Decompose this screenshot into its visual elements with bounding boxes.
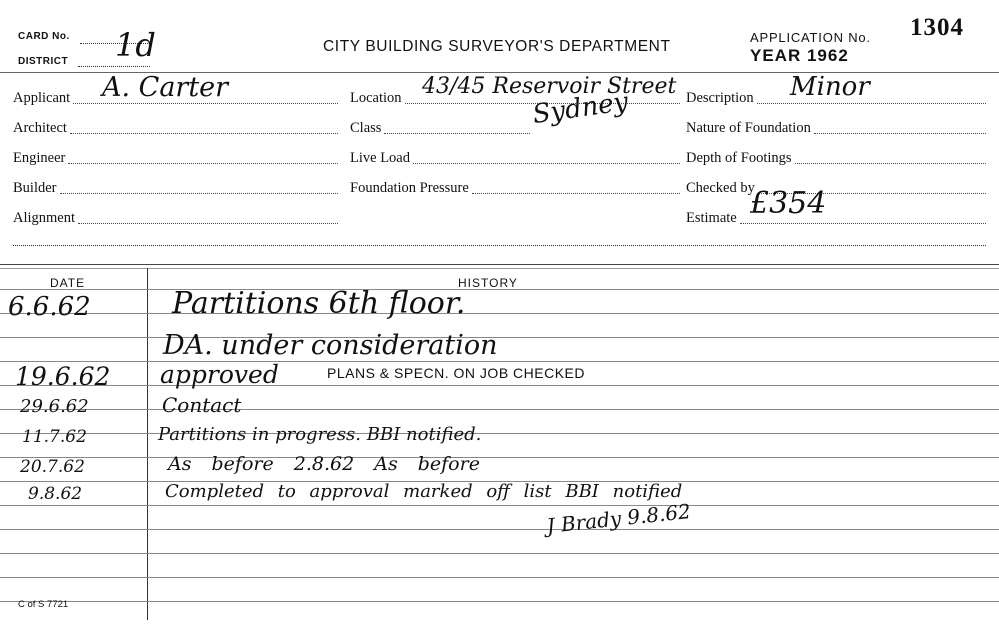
- form-bottom-dotted-line: [13, 245, 986, 246]
- engineer-field: [13, 149, 338, 167]
- history-rule: [0, 409, 999, 410]
- history-rule: [0, 601, 999, 602]
- location-label: Location: [350, 90, 402, 106]
- history-top-border: [0, 264, 999, 265]
- builder-label: Builder: [13, 180, 57, 196]
- history-entry: Completed to approval marked off list BBI notified: [165, 481, 683, 502]
- depth-of-footings-field: [686, 149, 986, 167]
- class-label: Class: [350, 120, 382, 136]
- history-rule: [0, 361, 999, 362]
- date-history-divider: [147, 268, 148, 620]
- estimate-value: £354: [750, 186, 827, 221]
- description-value: Minor: [790, 72, 870, 102]
- plans-checked-stamp: PLANS & SPECN. ON JOB CHECKED: [327, 365, 586, 381]
- architect-label: Architect: [13, 120, 67, 136]
- live-load-label: Live Load: [350, 150, 410, 166]
- history-column-header: HISTORY: [458, 276, 518, 290]
- history-entry: Partitions 6th floor.: [172, 286, 466, 321]
- description-label: Description: [686, 90, 754, 106]
- history-rule: [0, 553, 999, 554]
- history-rule: [0, 577, 999, 578]
- estimate-label: Estimate: [686, 210, 737, 226]
- history-date: 19.6.62: [15, 362, 111, 391]
- checked-by-label: Checked by: [686, 180, 755, 196]
- department-title: CITY BUILDING SURVEYOR'S DEPARTMENT: [323, 38, 671, 55]
- depth-of-footings-label: Depth of Footings: [686, 150, 792, 166]
- history-date: 29.6.62: [20, 396, 89, 417]
- signature: J Brady 9.8.62: [545, 499, 692, 538]
- nature-of-foundation-label: Nature of Foundation: [686, 120, 811, 136]
- history-entry: Contact: [162, 393, 242, 417]
- history-rule: [0, 289, 999, 290]
- history-entry: As before 2.8.62 As before: [168, 453, 480, 475]
- application-number: 1304: [910, 14, 964, 41]
- estimate-field: [686, 209, 986, 227]
- history-entry: approved: [160, 360, 279, 389]
- history-rule: [0, 457, 999, 458]
- history-entry: DA. under consideration: [163, 330, 498, 361]
- history-rule: [0, 337, 999, 338]
- alignment-field: [13, 209, 338, 227]
- alignment-label: Alignment: [13, 210, 76, 226]
- live-load-field: [350, 149, 680, 167]
- class-field: [350, 119, 530, 137]
- architect-field: [13, 119, 338, 137]
- district-label: DISTRICT: [18, 56, 69, 67]
- checked-by-field: [686, 179, 986, 197]
- form-code: C of S 7721: [18, 599, 69, 610]
- history-rule: [0, 313, 999, 314]
- history-date: 20.7.62: [20, 457, 85, 477]
- card-no-label: CARD No.: [18, 31, 70, 42]
- history-date: 6.6.62: [8, 292, 91, 322]
- year-label: YEAR 1962: [750, 46, 849, 65]
- engineer-label: Engineer: [13, 150, 66, 166]
- district-value: 1d: [115, 26, 156, 64]
- history-rule: [0, 529, 999, 530]
- history-rule: [0, 505, 999, 506]
- applicant-label: Applicant: [13, 90, 71, 106]
- history-rule: [0, 433, 999, 434]
- district-dotted-line: [78, 66, 150, 67]
- history-entry: Partitions in progress. BBI notified.: [158, 424, 482, 445]
- builder-field: [13, 179, 338, 197]
- history-top-border-inner: [0, 268, 999, 269]
- history-rule: [0, 385, 999, 386]
- applicant-value: A. Carter: [102, 72, 229, 103]
- history-date: 9.8.62: [28, 484, 83, 504]
- history-date: 11.7.62: [22, 427, 87, 447]
- application-number-label: APPLICATION No.: [750, 30, 871, 45]
- nature-of-foundation-field: [686, 119, 986, 137]
- location-value-line1: 43/45 Reservoir Street: [422, 74, 677, 99]
- location-value-line2: Sydney: [530, 86, 631, 130]
- foundation-pressure-field: [350, 179, 680, 197]
- date-column-header: DATE: [50, 276, 86, 290]
- foundation-pressure-label: Foundation Pressure: [350, 180, 469, 196]
